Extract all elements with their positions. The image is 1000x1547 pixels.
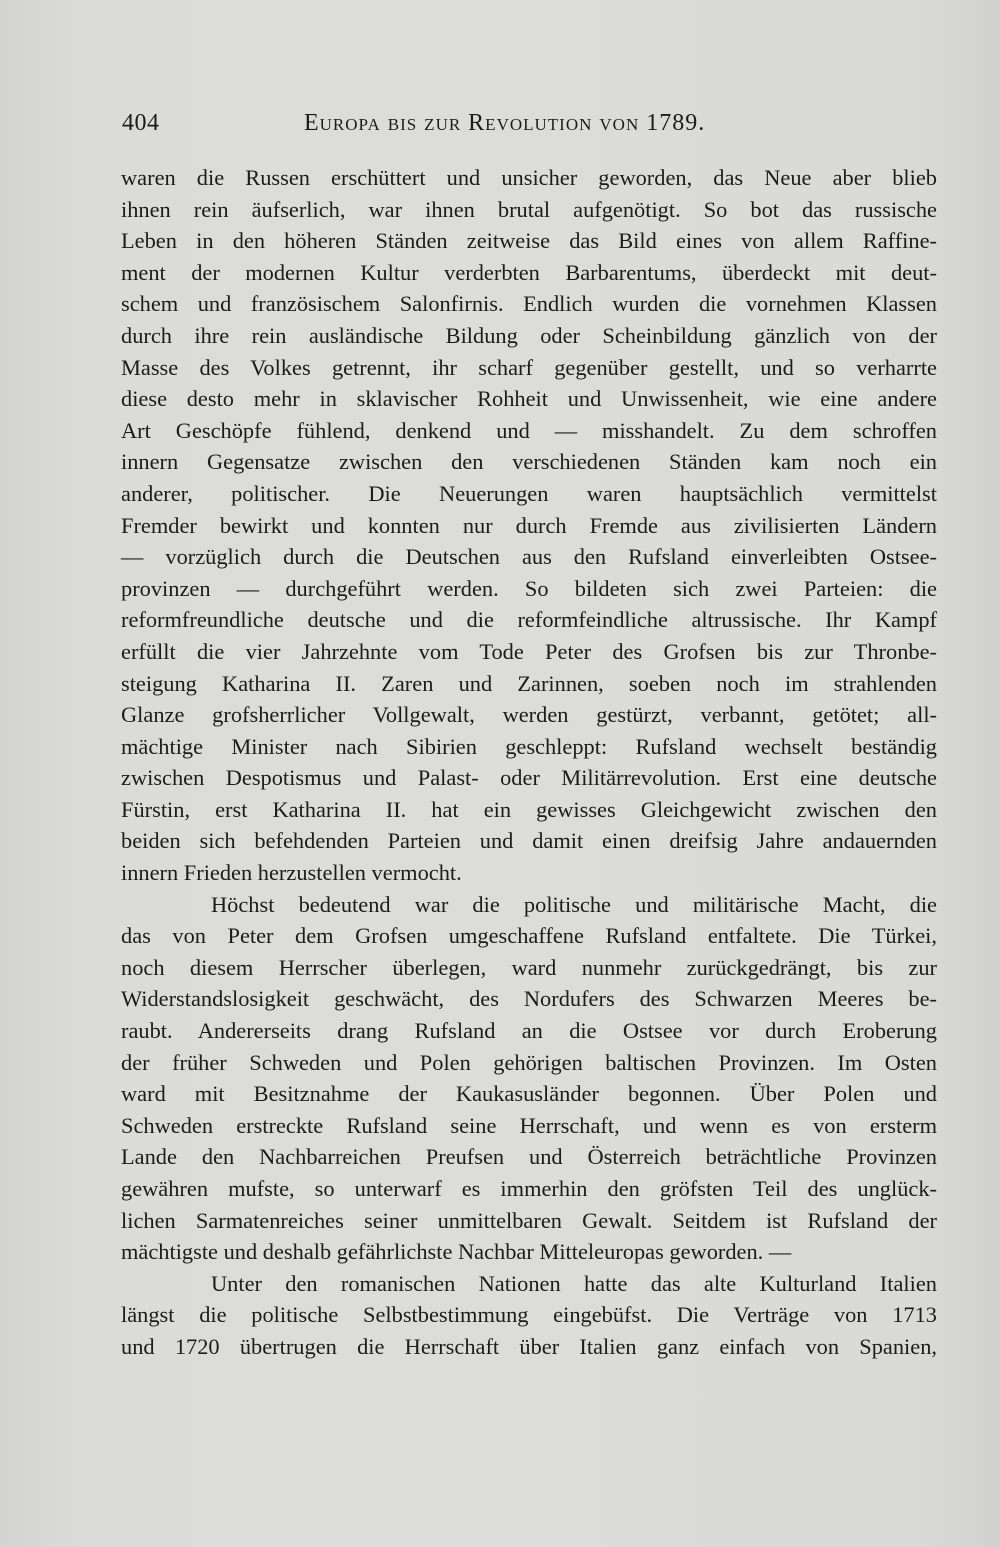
text-line: Glanze grofsherrlicher Vollgewalt, werden gestürzt, verbannt, getötet; all- [121, 702, 937, 728]
text-line: Fremder bewirkt und konnten nur durch Fremde aus zivilisierten Ländern [121, 512, 937, 538]
text-line: längst die politische Selbstbestimmung eingebüfst. Die Verträge von 1713 [121, 1302, 937, 1328]
text-line: Unter den romanischen Nationen hatte das alte Kulturland Italien [211, 1270, 937, 1296]
text-line: zwischen Despotismus und Palast- oder Militärrevolution. Erst eine deutsche [121, 765, 937, 791]
running-title: Europa bis zur Revolution von 1789. [304, 110, 706, 136]
text-line: Widerstandslosigkeit geschwächt, des Nordufers des Schwarzen Meeres be- [121, 986, 937, 1012]
text-line: Art Geschöpfe fühlend, denkend und — misshandelt. Zu dem schroffen [121, 417, 937, 443]
text-line: Höchst bedeutend war die politische und militärische Macht, die [211, 891, 937, 917]
text-line: lichen Sarmatenreiches seiner unmittelbaren Gewalt. Seitdem ist Rufsland der [121, 1207, 937, 1233]
text-line: Schweden erstreckte Rufsland seine Herrschaft, und wenn es von ersterm [121, 1112, 937, 1138]
text-line: raubt. Andererseits drang Rufsland an die Ostsee vor durch Eroberung [121, 1018, 937, 1044]
text-line: reformfreundliche deutsche und die reformfeindliche altrussische. Ihr Kampf [121, 607, 937, 633]
text-line: ihnen rein äufserlich, war ihnen brutal aufgenötigt. So bot das russische [121, 196, 937, 222]
text-line: durch ihre rein ausländische Bildung oder Scheinbildung gänzlich von der [121, 322, 937, 348]
body-text [121, 162, 937, 1363]
text-line: Lande den Nachbarreichen Preufsen und Österreich beträchtliche Provinzen [121, 1144, 937, 1170]
paragraph [121, 889, 937, 1268]
text-line: ment der modernen Kultur verderbten Barbarentums, überdeckt mit deut- [121, 259, 937, 285]
text-line: steigung Katharina II. Zaren und Zarinnen, soeben noch im strahlenden [121, 670, 937, 696]
text-line: mächtige Minister nach Sibirien geschleppt: Rufsland wechselt beständig [121, 733, 937, 759]
text-line: innern Frieden herzustellen vermocht. [121, 860, 462, 886]
text-line: noch diesem Herrscher überlegen, ward nunmehr zurückgedrängt, bis zur [121, 954, 937, 980]
text-line: Fürstin, erst Katharina II. hat ein gewisses Gleichgewicht zwischen den [121, 796, 937, 822]
paragraph [121, 162, 937, 889]
text-line: der früher Schweden und Polen gehörigen baltischen Provinzen. Im Osten [121, 1049, 937, 1075]
text-line: anderer, politischer. Die Neuerungen waren hauptsächlich vermittelst [121, 480, 937, 506]
text-line: ward mit Besitznahme der Kaukasusländer begonnen. Über Polen und [121, 1081, 937, 1107]
text-line: Leben in den höheren Ständen zeitweise das Bild eines von allem Raffine- [121, 228, 937, 254]
text-line: das von Peter dem Grofsen umgeschaffene Rufsland entfaltete. Die Türkei, [121, 923, 937, 949]
text-line: — vorzüglich durch die Deutschen aus den Rufsland einverleibten Ostsee- [121, 544, 937, 570]
page-number: 404 [122, 110, 160, 136]
page-header [122, 110, 762, 146]
text-line: schem und französischem Salonfirnis. Endlich wurden die vornehmen Klassen [121, 291, 937, 317]
text-line: gewähren mufste, so unterwarf es immerhin den gröfsten Teil des unglück- [121, 1176, 937, 1201]
text-line: provinzen — durchgeführt werden. So bildeten sich zwei Parteien: die [121, 575, 937, 601]
text-line: und 1720 übertrugen die Herrschaft über Italien ganz einfach von Spanien, [121, 1333, 937, 1359]
text-line: waren die Russen erschüttert und unsicher geworden, das Neue aber blieb [121, 165, 937, 190]
text-line: diese desto mehr in sklavischer Rohheit und Unwissenheit, wie eine andere [121, 386, 937, 412]
text-line: mächtigste und deshalb gefährlichste Nachbar Mitteleuropas geworden. — [121, 1239, 792, 1265]
text-line: innern Gegensatze zwischen den verschiedenen Ständen kam noch ein [121, 449, 937, 475]
text-line: erfüllt die vier Jahrzehnte vom Tode Peter des Grofsen bis zur Thronbe- [121, 638, 937, 664]
paragraph [121, 1268, 937, 1363]
text-line: Masse des Volkes getrennt, ihr scharf gegenüber gestellt, und so verharrte [121, 354, 937, 380]
text-line: beiden sich befehdenden Parteien und damit einen dreifsig Jahre andauernden [121, 828, 937, 854]
